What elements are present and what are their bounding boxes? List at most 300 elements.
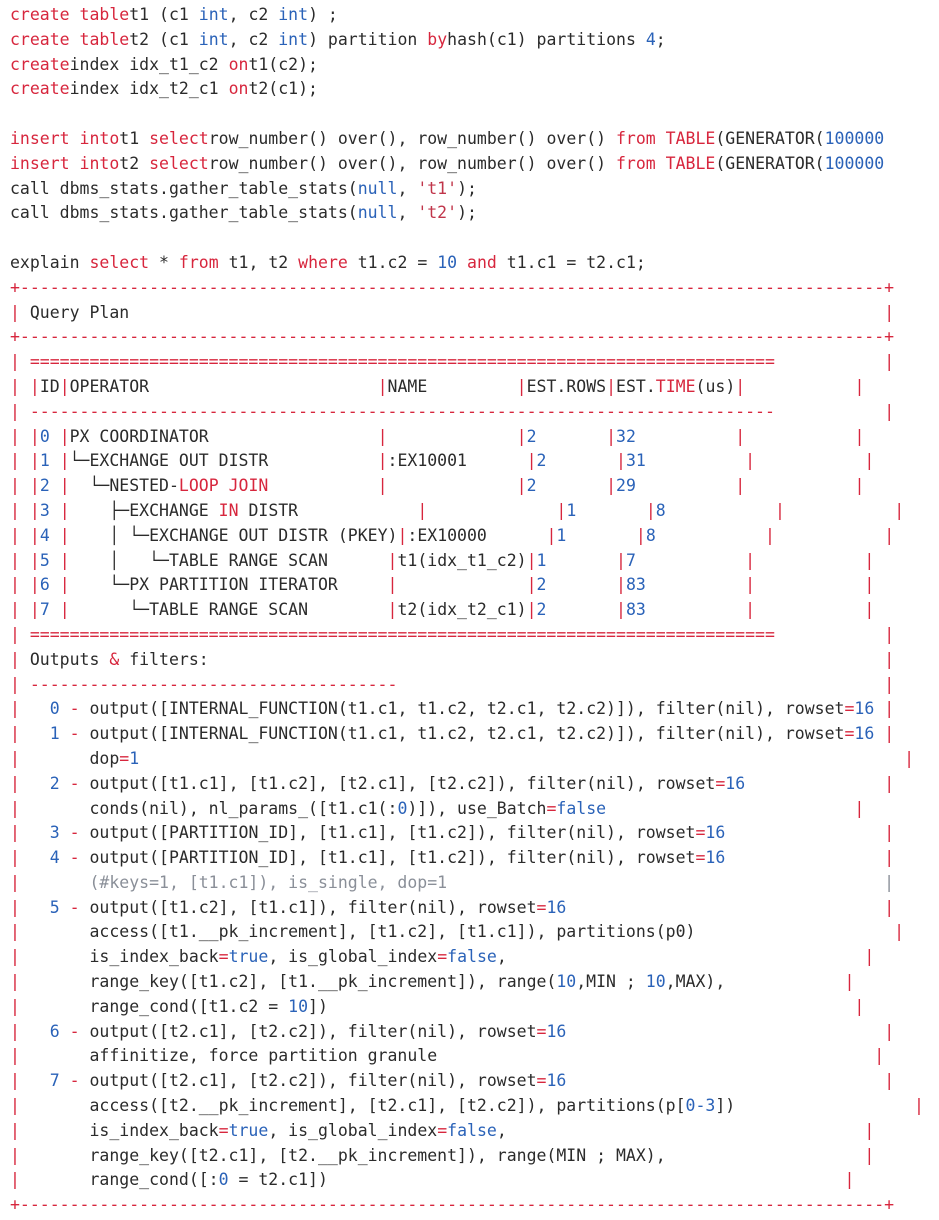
- code-token: [775, 625, 884, 644]
- code-token: =: [546, 798, 557, 818]
- code-token: 0-3: [685, 1096, 716, 1116]
- code-token: =: [695, 823, 706, 843]
- code-token: call dbms_stats.gather_table_stats(: [10, 203, 358, 223]
- code-token: *: [149, 252, 179, 272]
- code-token: create table: [10, 29, 130, 49]
- code-token: (GENERATOR(: [715, 128, 825, 148]
- code-token: [755, 600, 864, 619]
- code-token: 16: [705, 848, 726, 868]
- code-token: |: [10, 972, 20, 992]
- code-token: 7: [625, 550, 636, 570]
- code-line: [10, 1168, 939, 1193]
- code-token: LOOP JOIN: [178, 476, 269, 496]
- code-token: 5: [49, 897, 60, 917]
- code-token: |: [854, 996, 865, 1016]
- code-token: [50, 551, 60, 570]
- code-token: =: [715, 773, 726, 793]
- code-line: [10, 499, 939, 524]
- code-token: false: [556, 798, 607, 818]
- code-token: &: [109, 649, 120, 669]
- code-token: [566, 1022, 884, 1041]
- code-token: 4: [39, 525, 50, 545]
- code-token: |: [10, 947, 20, 967]
- code-token: -: [59, 848, 80, 868]
- code-token: |: [894, 922, 905, 942]
- code-token: |: [606, 426, 617, 446]
- code-token: 6: [49, 1021, 60, 1041]
- code-token: |: [884, 1071, 895, 1091]
- code-token: |: [10, 699, 20, 719]
- code-token: Query Plan: [19, 302, 885, 322]
- code-token: |: [377, 376, 388, 396]
- code-line: [10, 1144, 939, 1169]
- code-token: -: [59, 724, 80, 744]
- code-token: 0: [397, 798, 408, 818]
- code-token: |: [864, 550, 875, 570]
- code-token: [427, 501, 556, 520]
- code-token: IN: [218, 500, 239, 520]
- code-token: [745, 774, 884, 793]
- code-token: 100000: [824, 153, 885, 173]
- code-token: [725, 848, 884, 867]
- code-token: [20, 699, 50, 718]
- code-token: |: [884, 897, 895, 917]
- code-token: select: [89, 252, 150, 272]
- code-token: |: [10, 798, 20, 818]
- code-token: output([t2.c1], [t2.c2]), filter(nil), rowset: [79, 1071, 537, 1091]
- code-token: |: [10, 451, 20, 471]
- code-line: [10, 28, 939, 53]
- code-token: [775, 526, 884, 545]
- code-line: [10, 325, 939, 350]
- code-token: ---------------------------------------------------------------------------: [19, 401, 775, 421]
- code-token: ,: [496, 1120, 865, 1140]
- code-token: null: [357, 178, 398, 198]
- code-token: ,: [397, 178, 418, 198]
- code-token: =: [844, 699, 855, 719]
- code-token: output([INTERNAL_FUNCTION(t1.c1, t1.c2, t2.c1, t2.c2)]), filter(nil), rowset: [79, 724, 845, 744]
- code-token: 't2': [417, 203, 458, 223]
- code-token: |: [387, 575, 398, 595]
- code-line: [10, 821, 939, 846]
- code-token: =: [119, 748, 130, 768]
- code-line: [10, 995, 939, 1020]
- code-token: |: [10, 748, 20, 768]
- code-token: |: [884, 1021, 895, 1041]
- code-token: false: [447, 947, 497, 967]
- code-token: OPERATOR: [69, 376, 378, 396]
- code-token: ]): [715, 1096, 915, 1116]
- code-token: t1(c2);: [248, 54, 318, 74]
- code-token: [775, 352, 884, 371]
- code-line: [10, 77, 939, 102]
- code-token: |: [745, 600, 756, 620]
- code-token: true: [228, 947, 269, 967]
- code-token: |: [10, 600, 20, 620]
- code-token: |: [894, 500, 905, 520]
- code-token: [755, 575, 864, 594]
- code-token: [546, 575, 616, 594]
- code-token: range_key([t1.c2], [t1.__pk_increment]), range(: [19, 972, 557, 992]
- code-token: |: [19, 600, 40, 620]
- code-token: t2(c1);: [248, 79, 318, 99]
- code-token: [785, 501, 894, 520]
- code-token: |: [417, 500, 428, 520]
- code-token: |: [19, 376, 40, 396]
- code-token: |: [735, 376, 746, 396]
- code-line: [10, 251, 939, 276]
- code-token: ,MAX),: [665, 972, 845, 992]
- code-token: |: [854, 476, 865, 496]
- code-token: ;: [655, 29, 666, 49]
- code-token: |: [884, 724, 895, 744]
- code-token: [50, 575, 60, 594]
- code-token: [646, 600, 745, 619]
- code-line: [10, 375, 939, 400]
- code-token: insert into: [10, 128, 120, 148]
- code-token: |: [884, 699, 895, 719]
- code-token: |: [10, 500, 20, 520]
- code-token: [20, 823, 50, 842]
- code-token: call dbms_stats.gather_table_stats(: [10, 178, 358, 198]
- code-token: [874, 724, 884, 743]
- code-token: |: [616, 550, 626, 570]
- code-token: [666, 501, 775, 520]
- code-line: [10, 970, 939, 995]
- code-token: 2: [536, 600, 547, 620]
- code-token: 4: [49, 848, 60, 868]
- code-token: -------------------------------------: [19, 674, 398, 694]
- code-token: EST.: [616, 376, 656, 396]
- code-token: |: [10, 1046, 20, 1066]
- code-token: |: [19, 500, 40, 520]
- code-line: [10, 1119, 939, 1144]
- code-token: [50, 526, 60, 545]
- code-token: |: [377, 476, 388, 496]
- code-token: 3: [49, 823, 60, 843]
- code-token: 2: [536, 575, 547, 595]
- code-token: 7: [39, 600, 50, 620]
- code-token: |: [10, 1120, 20, 1140]
- code-line: [10, 1069, 939, 1094]
- code-token: =: [695, 848, 706, 868]
- code-token: int: [278, 5, 309, 24]
- code-token: [20, 848, 50, 867]
- code-token: |: [884, 302, 895, 322]
- code-token: -: [59, 699, 80, 719]
- code-token: |: [59, 376, 70, 396]
- code-token: 10: [556, 972, 577, 992]
- code-token: [50, 451, 60, 470]
- code-token: range_cond([t1.c2 =: [19, 996, 289, 1016]
- code-token: |: [884, 823, 895, 843]
- code-token: [874, 699, 884, 718]
- code-token: [20, 1022, 50, 1041]
- code-token: |: [10, 1096, 20, 1116]
- code-line: [10, 945, 939, 970]
- code-token: 1: [129, 748, 140, 768]
- code-token: );: [457, 203, 477, 223]
- code-token: , c2: [228, 29, 279, 49]
- code-token: |: [864, 947, 875, 967]
- code-token: 1: [566, 500, 577, 520]
- code-token: t1, t2: [218, 252, 299, 272]
- code-token: |: [745, 451, 756, 471]
- code-token: select: [149, 153, 209, 173]
- code-token: =: [218, 1120, 229, 1140]
- code-line: [10, 772, 939, 797]
- code-token: where: [298, 252, 348, 272]
- code-token: [139, 749, 904, 768]
- code-token: 83: [625, 575, 646, 595]
- code-token: =: [536, 897, 547, 917]
- code-token: t1 (c1: [129, 5, 199, 24]
- code-token: :EX10000: [407, 525, 547, 545]
- code-token: |: [10, 376, 20, 396]
- code-token: 10: [437, 252, 458, 272]
- code-token: conds(nil), nl_params_([t1.c1(:: [19, 798, 398, 818]
- code-token: row_number() over(), row_number() over(): [208, 128, 616, 148]
- code-token: |: [10, 352, 20, 372]
- code-token: 32: [616, 426, 636, 446]
- code-token: |: [10, 525, 20, 545]
- code-line: [10, 896, 939, 921]
- code-token: ,: [496, 947, 865, 967]
- code-line: [10, 920, 939, 945]
- code-token: -: [59, 823, 80, 843]
- code-token: by: [427, 29, 448, 49]
- code-token: |: [765, 525, 775, 545]
- code-token: 6: [39, 575, 50, 595]
- code-token: hash(c1) partitions: [447, 29, 646, 49]
- code-token: |: [546, 525, 557, 545]
- code-token: |: [10, 1021, 20, 1041]
- code-token: output([PARTITION_ID], [t1.c1], [t1.c2]), filter(nil), rowset: [79, 823, 696, 843]
- sql-code-block: [10, 3, 939, 1218]
- code-line: [10, 1044, 939, 1069]
- code-line: [10, 648, 939, 673]
- code-token: on: [228, 79, 249, 99]
- code-token: │ └─EXCHANGE OUT DISTR (PKEY): [69, 525, 398, 545]
- code-token: 10: [645, 972, 666, 992]
- code-token: [656, 526, 765, 545]
- code-token: -: [59, 773, 80, 793]
- code-token: |: [516, 426, 527, 446]
- code-token: output([t2.c1], [t2.c2]), filter(nil), rowset: [79, 1021, 537, 1041]
- code-line: [10, 400, 939, 425]
- code-token: is_index_back: [19, 1120, 219, 1140]
- code-token: |: [19, 476, 40, 496]
- code-token: |: [10, 550, 20, 570]
- code-token: [775, 402, 884, 421]
- code-token: t1.c2 =: [347, 252, 438, 272]
- code-token: NAME: [387, 376, 517, 396]
- code-token: |: [19, 451, 40, 471]
- code-line: [10, 152, 939, 177]
- code-token: |: [844, 1170, 855, 1190]
- code-line: [10, 797, 939, 822]
- code-token: └─NESTED-: [69, 476, 179, 496]
- code-line: [10, 846, 939, 871]
- code-line: [10, 1020, 939, 1045]
- code-token: |: [884, 674, 895, 694]
- code-token: select: [149, 128, 209, 148]
- code-token: |: [884, 773, 895, 793]
- code-token: [566, 898, 884, 917]
- code-token: 8: [655, 500, 666, 520]
- code-token: );: [457, 178, 477, 198]
- code-token: =: [437, 1120, 448, 1140]
- code-token: |: [10, 575, 20, 595]
- code-token: from TABLE: [616, 128, 716, 148]
- code-token: |: [19, 550, 40, 570]
- code-token: |: [10, 302, 20, 322]
- code-token: ,MIN ;: [576, 972, 646, 992]
- code-token: 100000: [824, 128, 885, 148]
- code-token: |: [10, 823, 20, 843]
- code-token: |: [10, 922, 20, 942]
- code-token: insert into: [10, 153, 120, 173]
- code-token: |: [59, 476, 70, 496]
- code-token: 2: [526, 476, 537, 496]
- code-token: =: [844, 724, 855, 744]
- code-token: |: [904, 748, 914, 768]
- code-token: |: [516, 376, 527, 396]
- code-token: 0: [49, 699, 60, 719]
- code-token: |: [10, 897, 20, 917]
- code-token: |: [606, 476, 617, 496]
- code-token: |: [387, 550, 398, 570]
- code-token: output([t1.c1], [t1.c2], [t2.c1], [t2.c2]), filter(nil), rowset: [79, 773, 716, 793]
- code-token: |: [645, 500, 656, 520]
- code-token: , c2: [228, 5, 279, 24]
- code-token: |: [516, 476, 527, 496]
- code-token: +---------------------------------------------------------------------------------------+: [10, 327, 895, 347]
- code-token: |: [19, 426, 40, 446]
- code-token: |: [884, 649, 895, 669]
- code-token: -: [59, 1071, 80, 1091]
- code-token: |: [616, 600, 626, 620]
- code-token: |: [526, 600, 537, 620]
- code-token: filters:: [119, 649, 885, 669]
- code-token: DISTR: [238, 500, 418, 520]
- code-token: 16: [546, 1071, 567, 1091]
- code-token: EST.ROWS: [526, 376, 607, 396]
- code-token: 1: [556, 525, 567, 545]
- code-token: |: [606, 376, 617, 396]
- code-token: Outputs: [19, 649, 110, 669]
- code-token: |: [864, 575, 875, 595]
- code-token: ===========================================================================: [19, 624, 775, 644]
- code-line: [10, 524, 939, 549]
- code-token: [388, 427, 517, 446]
- code-token: [636, 551, 745, 570]
- code-token: └─PX PARTITION ITERATOR: [69, 575, 388, 595]
- code-token: 1: [49, 724, 60, 744]
- code-token: (#keys=1, [t1.c1]), is_single, dop=1 |: [19, 872, 895, 892]
- code-token: |: [387, 600, 398, 620]
- code-token: index idx_t2_c1: [69, 79, 229, 99]
- code-token: and: [457, 252, 497, 272]
- code-token: [397, 675, 884, 694]
- code-token: [546, 551, 616, 570]
- code-token: |: [10, 674, 20, 694]
- code-token: |: [616, 451, 626, 471]
- code-token: |: [526, 550, 537, 570]
- code-token: dop: [19, 748, 120, 768]
- code-token: false: [447, 1120, 497, 1140]
- code-token: =: [437, 947, 448, 967]
- code-token: 1: [536, 550, 547, 570]
- code-token: from: [178, 252, 219, 272]
- code-token: 0: [39, 426, 50, 446]
- code-token: =: [536, 1021, 547, 1041]
- code-token: |: [10, 724, 20, 744]
- code-token: |: [397, 525, 408, 545]
- code-token: output([t1.c2], [t1.c1]), filter(nil), rowset: [79, 897, 537, 917]
- code-token: |: [874, 1046, 885, 1066]
- code-token: 83: [625, 600, 646, 620]
- code-line: [10, 1094, 939, 1119]
- code-token: 4: [645, 29, 656, 49]
- code-token: ) partition: [308, 29, 428, 49]
- code-token: 16: [854, 724, 875, 744]
- code-token: ID: [39, 376, 60, 396]
- code-token: |: [864, 1120, 875, 1140]
- code-token: |: [884, 848, 895, 868]
- code-line: [10, 549, 939, 574]
- code-token: index idx_t1_c2: [69, 54, 229, 74]
- code-token: 16: [854, 699, 875, 719]
- code-token: [745, 377, 854, 396]
- code-token: 10: [288, 996, 309, 1016]
- code-token: |: [884, 401, 895, 421]
- code-token: [50, 600, 60, 619]
- code-token: int: [278, 29, 309, 49]
- code-line: [10, 301, 939, 326]
- code-token: 16: [546, 1021, 567, 1041]
- code-token: +---------------------------------------------------------------------------------------+: [10, 1195, 895, 1215]
- code-token: range_cond([:: [19, 1170, 219, 1190]
- code-token: create: [10, 54, 70, 74]
- code-line: [10, 201, 939, 226]
- code-token: 't1': [417, 178, 458, 198]
- code-token: |: [864, 1145, 875, 1165]
- code-token: [397, 575, 526, 594]
- code-token: 1: [39, 451, 50, 471]
- code-token: = t2.c1]): [228, 1170, 845, 1190]
- code-token: |: [10, 401, 20, 421]
- code-token: |: [616, 575, 626, 595]
- code-token: │ └─TABLE RANGE SCAN: [69, 550, 388, 570]
- code-token: t2(idx_t2_c1): [397, 600, 527, 620]
- code-line: [10, 722, 939, 747]
- code-token: range_key([t2.c1], [t2.__pk_increment]), range(MIN ; MAX),: [19, 1145, 865, 1165]
- code-token: +---------------------------------------------------------------------------------------+: [10, 277, 895, 297]
- code-token: |: [854, 376, 865, 396]
- code-line: [10, 102, 939, 127]
- code-line: [10, 697, 939, 722]
- code-line: [10, 276, 939, 301]
- code-token: [537, 476, 607, 495]
- code-token: |: [10, 773, 20, 793]
- code-token: ├─EXCHANGE: [69, 500, 219, 520]
- code-token: [576, 501, 646, 520]
- code-token: explain: [10, 252, 90, 272]
- code-token: |: [10, 1145, 20, 1165]
- code-line: [10, 673, 939, 698]
- code-token: [537, 427, 607, 446]
